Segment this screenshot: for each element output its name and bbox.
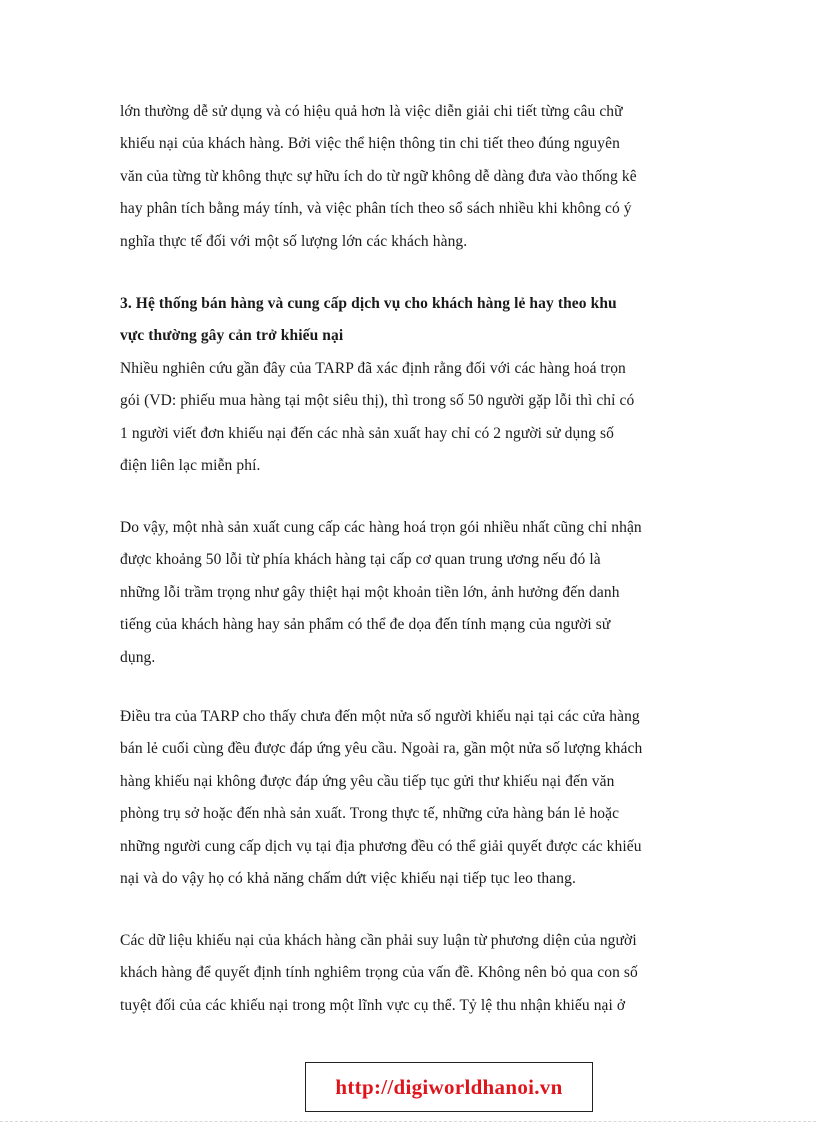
text-line: Điều tra của TARP cho thấy chưa đến một nửa số người khiếu nại tại các cửa hàng <box>120 708 640 725</box>
paragraph-intro <box>120 96 700 258</box>
text-line: 1 người viết đơn khiếu nại đến các nhà sản xuất hay chỉ có 2 người sử dụng số <box>120 424 614 442</box>
text-line: điện liên lạc miễn phí. <box>120 457 261 475</box>
text-line: văn của từng từ không thực sự hữu ích do từ ngữ không dễ dàng đưa vào thống kê <box>120 167 637 185</box>
text-line: Các dữ liệu khiếu nại của khách hàng cần phải suy luận từ phương diện của người <box>120 932 637 949</box>
text-line: hay phân tích bằng máy tính, và việc phân tích theo sổ sách nhiều khi không có ý <box>120 200 632 218</box>
website-link[interactable]: http://digiworldhanoi.vn <box>335 1074 563 1099</box>
text-line: bán lẻ cuối cùng đều được đáp ứng yêu cầu. Ngoài ra, gần một nửa số lượng khách <box>120 740 643 758</box>
text-line: được khoảng 50 lỗi từ phía khách hàng tại cấp cơ quan trung ương nếu đó là <box>120 551 601 569</box>
paragraph-tarp-survey <box>120 701 700 895</box>
text-line: phòng trụ sở hoặc đến nhà sản xuất. Trong thực tế, những cửa hàng bán lẻ hoặc <box>120 805 620 823</box>
text-line: tuyệt đối của các khiếu nại trong một lĩnh vực cụ thể. Tỷ lệ thu nhận khiếu nại ở <box>120 996 626 1014</box>
footer-link-box <box>305 1062 593 1112</box>
text-line: nại và do vậy họ có khả năng chấm dứt việc khiếu nại tiếp tục leo thang. <box>120 870 576 888</box>
text-line: lớn thường dễ sử dụng và có hiệu quả hơn là việc diễn giải chi tiết từng câu chữ <box>120 103 623 120</box>
paragraph-manufacturer <box>120 512 700 674</box>
text-line: hàng khiếu nại không được đáp ứng yêu cầu tiếp tục gửi thư khiếu nại đến văn <box>120 772 615 790</box>
text-line: Nhiều nghiên cứu gần đây của TARP đã xác định rằng đối với các hàng hoá trọn <box>120 359 626 377</box>
text-line: dụng. <box>120 648 156 666</box>
text-line: Do vậy, một nhà sản xuất cung cấp các hàng hoá trọn gói nhiều nhất cũng chỉ nhận <box>120 519 642 536</box>
section-heading: vực thường gây cản trở khiếu nại <box>120 327 344 345</box>
text-line: tiếng của khách hàng hay sản phẩm có thể đe dọa đến tính mạng của người sử <box>120 616 611 634</box>
text-line: khách hàng để quyết định tính nghiêm trọng của vấn đề. Không nên bỏ qua con số <box>120 964 638 982</box>
text-line: những người cung cấp dịch vụ tại địa phương đều có thể giải quyết được các khiếu <box>120 837 642 855</box>
paragraph-complaint-data <box>120 925 700 1022</box>
text-line: những lỗi trầm trọng như gây thiệt hại một khoản tiền lớn, ảnh hưởng đến danh <box>120 583 620 601</box>
page-divider <box>0 1121 816 1122</box>
text-line: gói (VD: phiếu mua hàng tại một siêu thị), thì trong số 50 người gặp lỗi thì chỉ có <box>120 392 635 410</box>
section-3 <box>120 288 700 482</box>
section-heading: 3. Hệ thống bán hàng và cung cấp dịch vụ cho khách hàng lẻ hay theo khu <box>120 295 617 312</box>
text-line: khiếu nại của khách hàng. Bởi việc thể hiện thông tin chi tiết theo đúng nguyên <box>120 135 620 153</box>
text-line: nghĩa thực tế đối với một số lượng lớn các khách hàng. <box>120 232 468 250</box>
